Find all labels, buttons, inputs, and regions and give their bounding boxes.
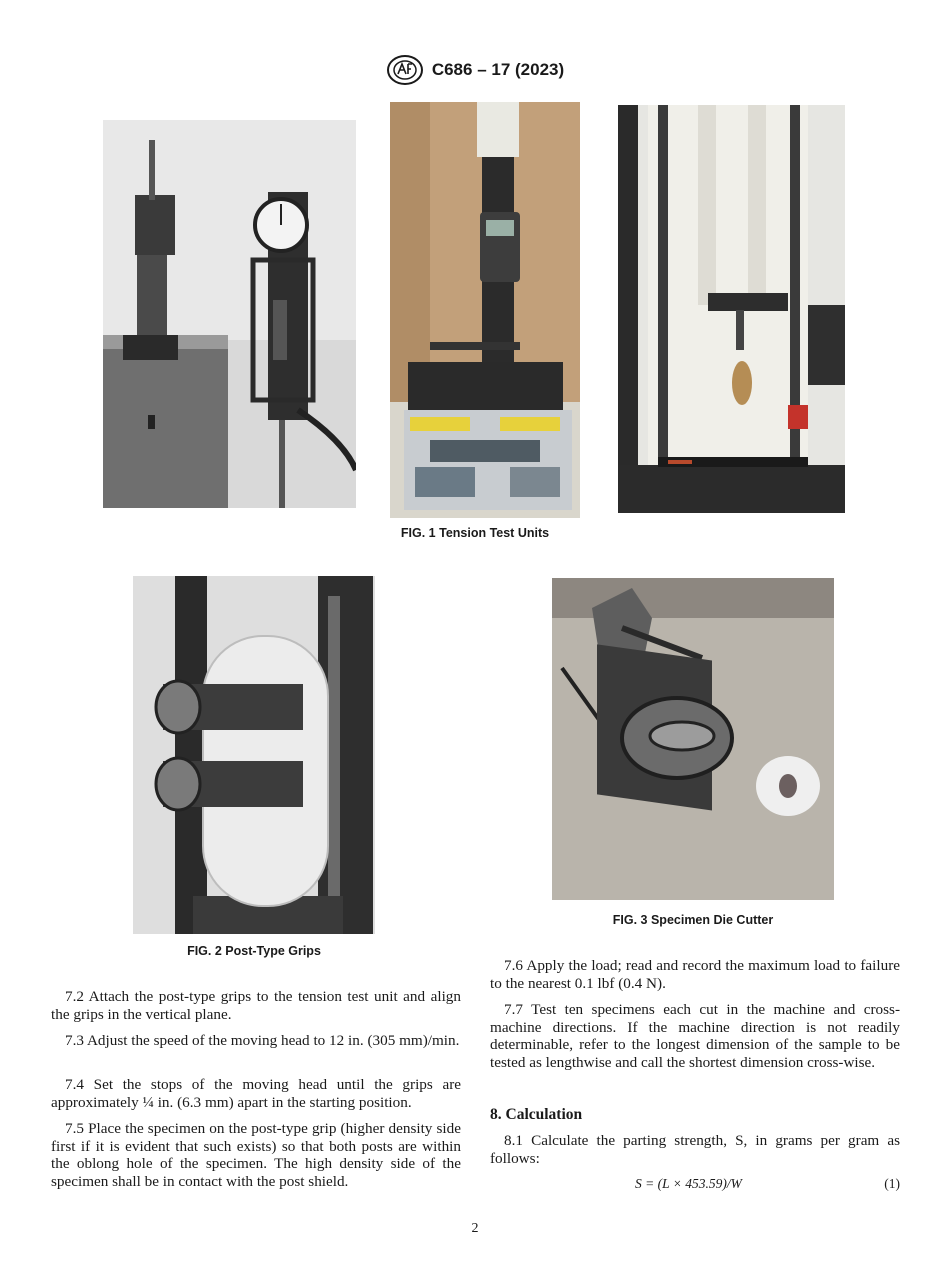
fig1-caption: FIG. 1 Tension Test Units (400, 526, 550, 540)
paragraph-7-7: 7.7 Test ten specimens each cut in the machine and cross-machine directions. If the machine direction is not readily determinable, refer to the longest dimension of the sample to be tested as lengthwise and call the shortest dimension cross-wise. (490, 1001, 900, 1071)
page-header (0, 54, 950, 86)
fig3-photo-die-cutter (552, 578, 834, 900)
paragraph-7-6: 7.6 Apply the load; read and record the maximum load to failure to the nearest 0.1 lbf (0.4 N). (490, 957, 900, 992)
fig1-photo-digital-tester (390, 102, 580, 518)
fig2-photo-post-grips (133, 576, 375, 934)
paragraph-7-2: 7.2 Attach the post-type grips to the tension test unit and align the grips in the vertical plane. (51, 988, 461, 1023)
section-8-heading: 8. Calculation (490, 1106, 583, 1123)
document-designation: C686 – 17 (2023) (431, 60, 565, 79)
fig2-caption: FIG. 2 Post-Type Grips (187, 944, 321, 958)
fig1-photo-universal-frame (618, 105, 845, 513)
paragraph-7-4: 7.4 Set the stops of the moving head until the grips are approximately ¼ in. (6.3 mm) apart in the starting position. (51, 1076, 461, 1111)
fig3-caption: FIG. 3 Specimen Die Cutter (612, 913, 774, 927)
astm-logo-icon (386, 54, 424, 86)
equation-body: S = (L × 453.59)/W (635, 1176, 742, 1191)
equation-number: (1) (884, 1176, 900, 1191)
paragraph-7-3: 7.3 Adjust the speed of the moving head to 12 in. (305 mm)/min. (65, 1032, 460, 1049)
page-number: 2 (471, 1221, 479, 1236)
fig1-photo-dial-tester (103, 120, 356, 508)
paragraph-8-1: 8.1 Calculate the parting strength, S, in grams per gram as follows: (490, 1132, 900, 1167)
paragraph-7-5: 7.5 Place the specimen on the post-type grip (higher density side first if it is evident that such exists) so that both posts are within the oblong hole of the specimen. The high density side of the specimen shall be in contact with the post shield. (51, 1120, 461, 1190)
